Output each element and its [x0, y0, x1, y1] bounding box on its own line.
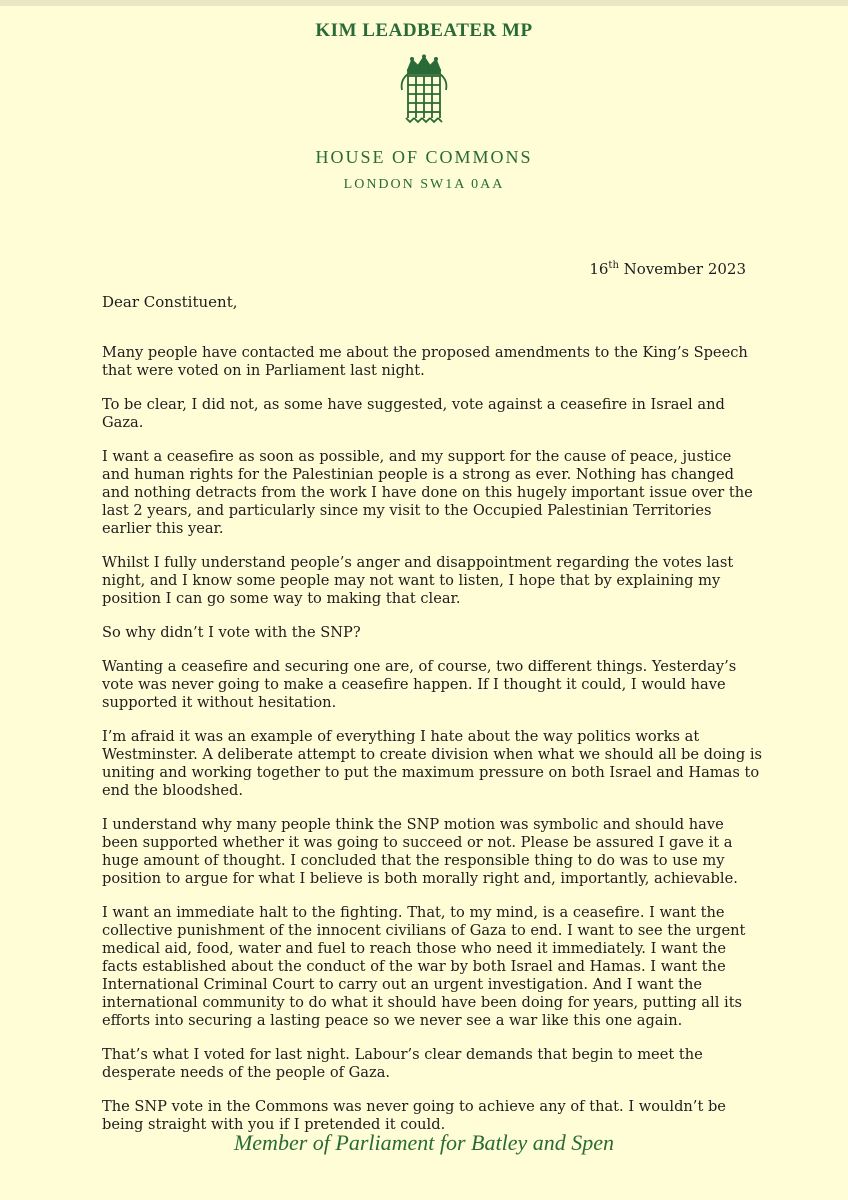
letterhead [0, 18, 848, 194]
paragraph: I want an immediate halt to the fighting. That, to my mind, is a ceasefire. I want the collective punishment of the innocent civilians of Gaza to end. I want to see the urgent medical aid, food, water and fuel to reach those who need it immediately. I want the facts established about the conduct of the war by both Israel and Hamas. I want the International Criminal Court to carry out an urgent investigation. And I want the international community to do what it should have been doing for years, putting all its efforts into securing a lasting peace so we never see a war like this one again. [102, 904, 746, 1029]
paragraph: Wanting a ceasefire and securing one are, of course, two different things. Yesterday’s vote was never going to make a ceasefire happen. If I thought it could, I would have supported it without hesitation. [102, 658, 737, 711]
top-edge-strip [0, 0, 848, 6]
paragraph: The SNP vote in the Commons was never going to achieve any of that. I wouldn’t be being straight with you if I pretended it could. [102, 1098, 726, 1133]
letter-date [589, 256, 746, 279]
paragraph: To be clear, I did not, as some have suggested, vote against a ceasefire in Israel and Gaza. [102, 396, 725, 431]
paragraph: I’m afraid it was an example of everything I hate about the way politics works at Westminster. A deliberate attempt to create division when what we should all be doing is uniting and working together to put the maximum pressure on both Israel and Hamas to end the bloodshed. [102, 728, 762, 799]
paragraph: Many people have contacted me about the proposed amendments to the King’s Speech that were voted on in Parliament last night. [102, 344, 748, 379]
paragraph: Whilst I fully understand people’s anger and disappointment regarding the votes last night, and I know some people may not want to listen, I hope that by explaining my position I can go some way to making that clear. [102, 554, 734, 607]
footer-constituency: Member of Parliament for Batley and Spen [233, 1130, 615, 1155]
paragraph: I want a ceasefire as soon as possible, and my support for the cause of peace, justice and human rights for the Palestinian people is a strong as ever. Nothing has changed and nothing detracts from the work I have done on this hugely important issue over the last 2 years, and particularly since my visit to the Occupied Palestinian Territories earlier this year. [102, 448, 753, 537]
house-of-commons: HOUSE OF COMMONS [315, 147, 533, 167]
date-suffix: th [608, 260, 619, 271]
date-rest: November 2023 [623, 260, 746, 278]
address: LONDON SW1A 0AA [343, 177, 505, 192]
portcullis-icon [394, 54, 454, 124]
paragraph: That’s what I voted for last night. Labour’s clear demands that begin to meet the desperate needs of the people of Gaza. [102, 1046, 703, 1081]
paragraph: So why didn’t I vote with the SNP? [102, 624, 361, 641]
salutation: Dear Constituent, [102, 293, 238, 311]
date-day: 16 [589, 260, 609, 278]
paragraph: I understand why many people think the SNP motion was symbolic and should have been supported whether it was going to succeed or not. Please be assured I gave it a huge amount of thought. I concluded that the responsible thing to do was to use my position to argue for what I believe is both morally right and, importantly, achievable. [102, 816, 738, 887]
mp-name: KIM LEADBEATER MP [315, 20, 533, 41]
letter-body [102, 344, 762, 1150]
